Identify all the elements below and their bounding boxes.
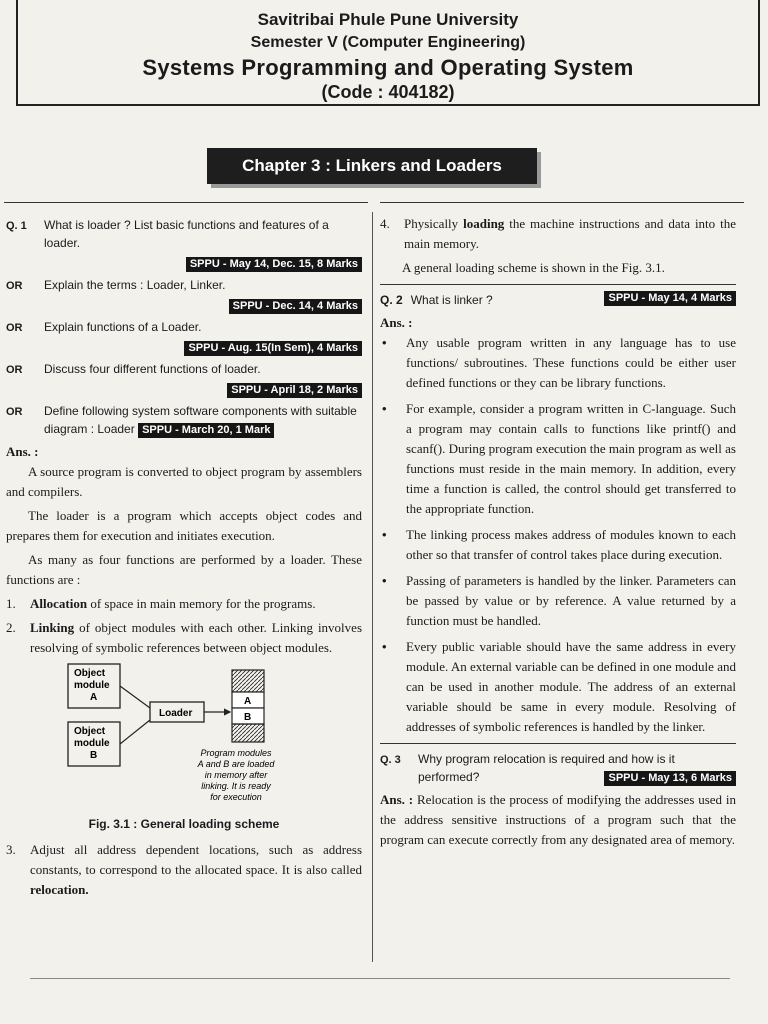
question-text: Why program relocation is required and how is it performed? <box>418 752 675 784</box>
module-a-line-2: module <box>74 680 110 691</box>
question-text: Explain functions of a Loader. <box>44 320 202 334</box>
question-tag: Q. 3 <box>380 754 401 766</box>
bullet-item: • For example, consider a program written in C-language. Such a program may contain calls to functions like printf() and scanf(). During program execution the main program as well as functions must reside in the main memory. In addition, every time a function is called, the control should get transferred to the appropriate function. <box>382 401 736 516</box>
answer-label: Ans. : <box>6 444 39 459</box>
right-top-rule <box>380 202 744 203</box>
marks-badge: SPPU - March 20, 1 Mark <box>138 423 274 438</box>
arrow-b-to-loader <box>120 720 150 744</box>
loading-scheme-diagram <box>46 662 326 812</box>
right-column <box>380 214 736 854</box>
marks-badge: SPPU - April 18, 2 Marks <box>227 383 362 398</box>
marks-badge: SPPU - May 14, Dec. 15, 8 Marks <box>186 257 362 272</box>
question-tag: Q. 2 <box>380 293 403 307</box>
subject-code: (Code : 404182) <box>321 82 455 102</box>
question-tag: OR <box>6 280 23 292</box>
question-or-4 <box>6 402 362 438</box>
question-text: Discuss four different functions of loader. <box>44 362 261 376</box>
question-or-2 <box>6 318 362 356</box>
memory-note-line-5: for execution <box>210 792 262 802</box>
marks-badge: SPPU - May 14, 4 Marks <box>604 291 736 306</box>
subject-title: Systems Programming and Operating System <box>142 55 634 80</box>
left-top-rule <box>4 202 368 203</box>
semester: Semester V (Computer Engineering) <box>250 34 526 51</box>
marks-badge: SPPU - Aug. 15(In Sem), 4 Marks <box>184 341 362 356</box>
left-column <box>6 216 362 904</box>
list-item-relocation: 3. Adjust all address dependent locations, such as address constants, to correspond to the allocated space. It is also called relocation. <box>6 842 362 897</box>
list-item-allocation: 1. Allocation of space in main memory for the programs. <box>6 596 316 611</box>
memory-note-line-2: A and B are loaded <box>197 759 275 769</box>
memory-note <box>197 748 276 802</box>
column-divider <box>372 212 373 962</box>
chapter-title: Chapter 3 : Linkers and Loaders <box>207 148 537 184</box>
question-text: What is linker ? <box>410 293 493 307</box>
memory-label-b: B <box>244 712 252 723</box>
marks-badge: SPPU - Dec. 14, 4 Marks <box>229 299 362 314</box>
memory-note-line-4: linking. It is ready <box>201 781 271 791</box>
question-or-3 <box>6 360 362 398</box>
question-3 <box>380 750 736 786</box>
module-b-line-2: module <box>74 738 110 749</box>
memory-hatched-bottom <box>232 724 264 742</box>
section-rule <box>380 743 736 744</box>
bullet-item: • The linking process makes address of modules known to each other so that transfer of control takes place during execution. <box>382 527 736 562</box>
memory-hatched-top <box>232 670 264 692</box>
figure-caption: Fig. 3.1 : General loading scheme <box>88 817 280 831</box>
question-tag: OR <box>6 364 23 376</box>
question-tag: Q. 1 <box>6 220 27 232</box>
question-text: Explain the terms : Loader, Linker. <box>44 278 226 292</box>
question-tag: OR <box>6 406 23 418</box>
bottom-rule <box>30 978 730 979</box>
list-item-linking: 2. Linking of object modules with each other. Linking involves resolving of symbolic references between object modules. <box>6 620 362 655</box>
loading-scheme-figure <box>6 662 362 812</box>
arrow-a-to-loader <box>120 686 150 708</box>
module-b-line-3: B <box>90 750 98 761</box>
bullet-item: • Every public variable should have the same address in every module. An external variable can be defined in one module and can be used in another module. The address of an external variable should be same in every module. Resolving of addresses of symbolic references is handled by the linker. <box>382 639 736 734</box>
module-a-line-1: Object <box>74 668 106 679</box>
question-1 <box>6 216 362 272</box>
question-2 <box>380 291 736 309</box>
module-b-line-1: Object <box>74 726 106 737</box>
paragraph: A general loading scheme is shown in the Fig. 3.1. <box>402 260 665 275</box>
page-header <box>16 0 760 106</box>
question-text: What is loader ? List basic functions and features of a loader. <box>44 218 329 250</box>
bullet-item: • Any usable program written in any language has to use functions/ subroutines. These functions could be either user defined functions or they can be library functions. <box>382 335 736 390</box>
paragraph: As many as four functions are performed by a loader. These functions are : <box>6 552 362 587</box>
question-tag: OR <box>6 322 23 334</box>
question-or-1 <box>6 276 362 314</box>
answer-paragraph: Ans. : Relocation is the process of modifying the addresses used in the address sensitive instructions of a program such that the program can execute correctly from any designated area of memory. <box>380 792 736 847</box>
loader-label: Loader <box>159 708 193 719</box>
memory-label-a: A <box>244 696 252 707</box>
list-item-loading: 4. Physically loading the machine instructions and data into the main memory. <box>380 216 736 251</box>
paragraph: A source program is converted to object program by assemblers and compilers. <box>6 464 362 499</box>
module-a-line-3: A <box>90 692 98 703</box>
marks-badge: SPPU - May 13, 6 Marks <box>604 771 736 786</box>
memory-note-line-1: Program modules <box>200 748 272 758</box>
question-text: Define following system software components with suitable diagram : Loader <box>44 404 357 436</box>
university-name: Savitribai Phule Pune University <box>257 10 519 29</box>
answer-label: Ans. : <box>380 792 414 807</box>
section-rule <box>380 284 736 285</box>
bullet-item: • Passing of parameters is handled by the linker. Parameters can be passed by value or by reference. A value returned by a function must be handled. <box>382 573 736 628</box>
answer-label: Ans. : <box>380 315 413 330</box>
memory-note-line-3: in memory after <box>204 770 268 780</box>
paragraph: The loader is a program which accepts object codes and prepares them for execution and initiates execution. <box>6 508 362 543</box>
